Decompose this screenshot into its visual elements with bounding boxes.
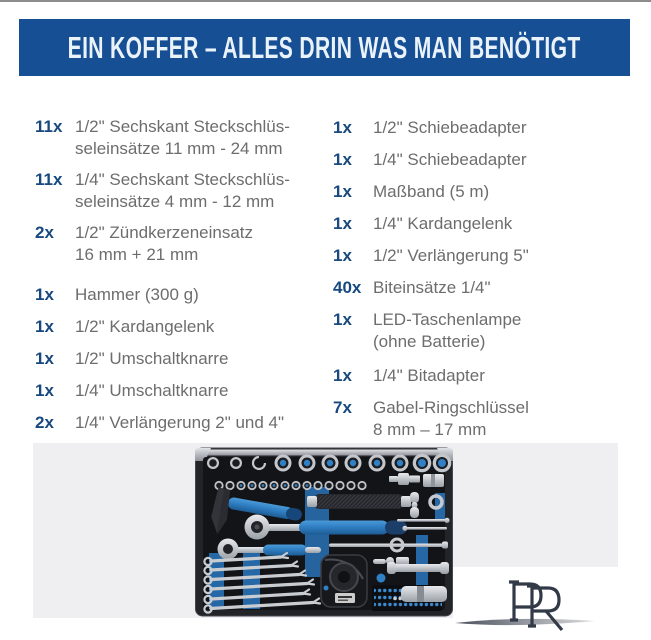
contents-item xyxy=(333,213,633,235)
item-description: 1/4" Sechskant Steckschlüs- seleinsätze 4 mm - 12 mm xyxy=(75,170,290,211)
item-quantity: 11x xyxy=(35,170,63,189)
contents-item xyxy=(333,365,633,387)
item-description: LED-Taschenlampe (ohne Batterie) xyxy=(373,310,522,351)
blue-button xyxy=(377,574,386,583)
logo-swoosh xyxy=(455,619,595,625)
item-description: Gabel-Ringschlüssel 8 mm – 17 mm xyxy=(373,398,529,439)
header-title: EIN KOFFER – ALLES DRIN WAS MAN BENÖTIGT xyxy=(68,29,581,65)
tape-measure xyxy=(321,555,367,607)
contents-column-right xyxy=(333,117,633,441)
item-description: 1/2" Schiebeadapter xyxy=(373,118,527,137)
item-quantity: 1x xyxy=(333,246,352,265)
item-description: 1/2" Zündkerzeneinsatz 16 mm + 21 mm xyxy=(75,223,254,264)
knurled-extension-bar xyxy=(307,494,411,509)
item-quantity: 1x xyxy=(333,310,352,329)
item-description: 1/2" Kardangelenk xyxy=(75,317,215,336)
contents-item xyxy=(333,277,633,299)
item-quantity: 11x xyxy=(35,117,63,136)
item-quantity: 1x xyxy=(333,366,352,385)
contents-item xyxy=(333,245,633,267)
item-quantity: 1x xyxy=(333,182,352,201)
item-quantity: 2x xyxy=(35,413,54,432)
item-description: 1/4" Kardangelenk xyxy=(373,214,513,233)
item-quantity: 2x xyxy=(35,223,54,242)
item-description: 1/2" Umschaltknarre xyxy=(75,349,229,368)
contents-item xyxy=(333,149,633,171)
contents-item xyxy=(35,169,335,213)
contents-item xyxy=(35,348,335,370)
contents-column-left xyxy=(35,116,335,434)
item-description: 1/4" Umschaltknarre xyxy=(75,381,229,400)
contents-item xyxy=(35,222,335,266)
header-banner xyxy=(19,19,630,76)
contents-item xyxy=(35,116,335,160)
contents-item xyxy=(35,316,335,338)
pr-logo xyxy=(445,576,610,636)
item-quantity: 1x xyxy=(333,118,352,137)
item-quantity: 7x xyxy=(333,398,352,417)
contents-item xyxy=(333,397,633,441)
item-quantity: 1x xyxy=(333,214,352,233)
contents-item xyxy=(333,117,633,139)
item-description: Maßband (5 m) xyxy=(373,182,490,201)
contents-item xyxy=(35,380,335,402)
contents-item xyxy=(333,309,633,353)
contents-item xyxy=(35,284,335,306)
item-description: 1/4" Verlängerung 2" und 4" xyxy=(75,413,285,432)
item-description: 1/2" Verlängerung 5" xyxy=(373,246,529,265)
item-description: Hammer (300 g) xyxy=(75,285,199,304)
tool-case-photo xyxy=(195,447,453,618)
item-quantity: 1x xyxy=(333,150,352,169)
item-description: 1/2" Sechskant Steckschlüs- seleinsätze 11 mm - 24 mm xyxy=(75,117,290,158)
item-quantity: 1x xyxy=(35,349,54,368)
contents-item xyxy=(35,412,335,434)
item-quantity: 40x xyxy=(333,278,362,297)
item-description: 1/4" Schiebeadapter xyxy=(373,150,527,169)
item-description: Biteinsätze 1/4" xyxy=(373,278,491,297)
item-quantity: 1x xyxy=(35,285,54,304)
item-quantity: 1x xyxy=(35,381,54,400)
item-description: 1/4" Bitadapter xyxy=(373,366,485,385)
top-border-line xyxy=(0,0,651,2)
item-quantity: 1x xyxy=(35,317,54,336)
contents-item xyxy=(333,181,633,203)
